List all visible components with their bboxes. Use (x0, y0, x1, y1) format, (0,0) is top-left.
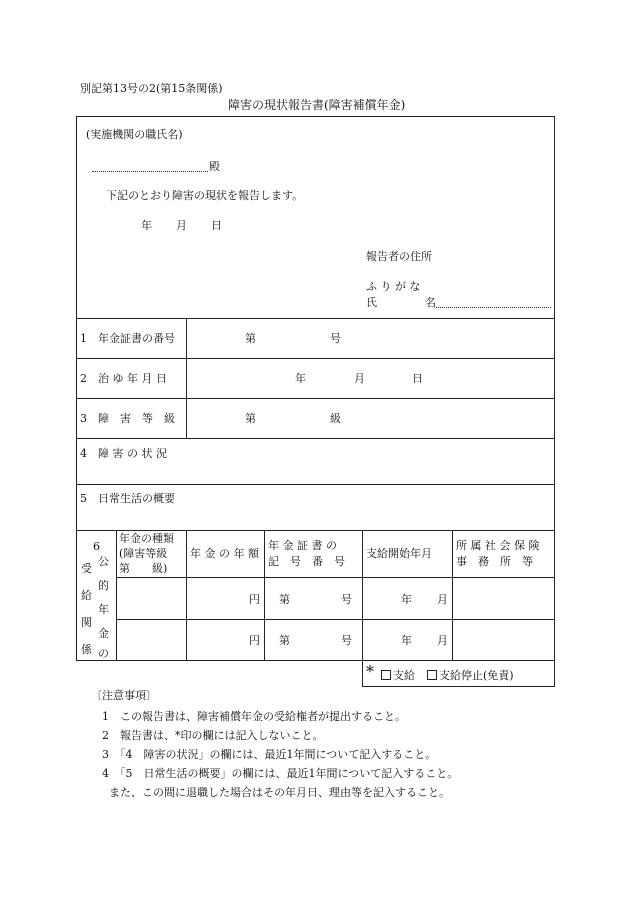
notes-heading: 〔注意事項〕 (91, 689, 157, 702)
row5-label: 5 日常生活の概要 (80, 492, 175, 505)
pension-row1-yen: 円 (249, 593, 260, 606)
sec6-vert-a-3: 係 (81, 643, 92, 656)
note-1: 1 この報告書は、障害補償年金の受給権者が提出すること。 (102, 710, 406, 723)
sec6-vert-a-1: 給 (81, 589, 92, 602)
sec6-vert-b-3: 金 (98, 627, 109, 640)
note-4-continued: また、この間に退職した場合はその年月日、理由等を記入すること。 (109, 786, 450, 799)
sec6-vert-b-4: の (98, 647, 109, 660)
checkbox-suspension[interactable] (427, 670, 437, 680)
note-4: 4 「5 日常生活の概要」の欄には、最近1年間について記入すること。 (102, 767, 459, 780)
row2-day: 日 (412, 372, 423, 385)
name-label-shi: 氏 (366, 296, 377, 309)
name-label-mei: 名 (425, 296, 436, 309)
date-day-label: 日 (211, 219, 222, 232)
header-office-2: 事 務 所 等 (456, 555, 533, 568)
row2-label: 2 治 ゆ 年 月 日 (80, 372, 167, 385)
reporter-name-field[interactable] (436, 307, 551, 308)
checkbox-payment[interactable] (381, 670, 391, 680)
row4-label: 4 障 害 の 状 況 (80, 447, 167, 460)
pension-row1-month: 月 (437, 593, 448, 606)
dono-label: 殿 (209, 160, 220, 173)
header-start-date: 支給開始年月 (366, 547, 432, 560)
pension-row1-year: 年 (401, 593, 412, 606)
sec6-vert-a-0: 受 (81, 562, 92, 575)
header-cert-number-1: 年 金 証 書 の (268, 539, 337, 552)
sec6-vert-b-0: 公 (98, 555, 109, 568)
form-reference: 別記第13号の2(第15条関係) (80, 82, 223, 95)
header-office-1: 所 属 社 会 保 険 (456, 539, 540, 552)
furigana-label: ふ り が な (366, 280, 421, 293)
pension-row2-year: 年 (401, 634, 412, 647)
row2-month: 月 (354, 372, 365, 385)
option-payment-label: 支給 (393, 669, 415, 682)
sec6-vert-a-2: 関 (81, 616, 92, 629)
statement-text: 下記のとおり障害の現状を報告します。 (106, 189, 304, 202)
row1-label: 1 年金証書の番号 (80, 332, 175, 345)
header-pension-kind-1: 年金の種類 (119, 532, 174, 545)
pension-row2-yen: 円 (249, 634, 260, 647)
pension-row2-go: 号 (341, 634, 352, 647)
pension-row1-dai: 第 (279, 593, 290, 606)
option-suspension[interactable] (427, 669, 514, 682)
row3-kyu: 級 (330, 412, 341, 425)
form-title: 障害の現状報告書(障害補償年金) (228, 98, 406, 112)
org-name-label: (実施機関の職氏名) (86, 128, 183, 141)
option-payment[interactable] (381, 669, 415, 682)
row3-label: 3 障 害 等 級 (80, 412, 175, 425)
header-cert-number-2: 記 号 番 号 (268, 555, 345, 568)
pension-row1-go: 号 (341, 593, 352, 606)
row3-dai: 第 (245, 412, 256, 425)
note-2: 2 報告書は、*印の欄には記入しないこと。 (102, 729, 324, 742)
address-label: 報告者の住所 (366, 250, 432, 263)
sec6-number: 6 (93, 540, 100, 553)
date-month-label: 月 (176, 219, 187, 232)
header-pension-kind-3: 第 級) (119, 562, 168, 575)
office-use-asterisk: * (366, 662, 374, 681)
date-year-label: 年 (141, 219, 152, 232)
header-annual-amount: 年 金 の 年 額 (190, 547, 259, 560)
header-pension-kind-2: (障害等級 (119, 547, 168, 560)
option-suspension-label: 支給停止(免責) (439, 669, 514, 682)
note-3: 3 「4 障害の状況」の欄には、最近1年間について記入すること。 (102, 748, 437, 761)
row1-go: 号 (330, 332, 341, 345)
sec6-vert-b-1: 的 (98, 579, 109, 592)
row1-dai: 第 (245, 332, 256, 345)
pension-row2-dai: 第 (279, 634, 290, 647)
sec6-vert-b-2: 年 (98, 603, 109, 616)
org-name-field[interactable] (92, 171, 208, 172)
pension-row2-month: 月 (437, 634, 448, 647)
row2-year: 年 (295, 372, 306, 385)
